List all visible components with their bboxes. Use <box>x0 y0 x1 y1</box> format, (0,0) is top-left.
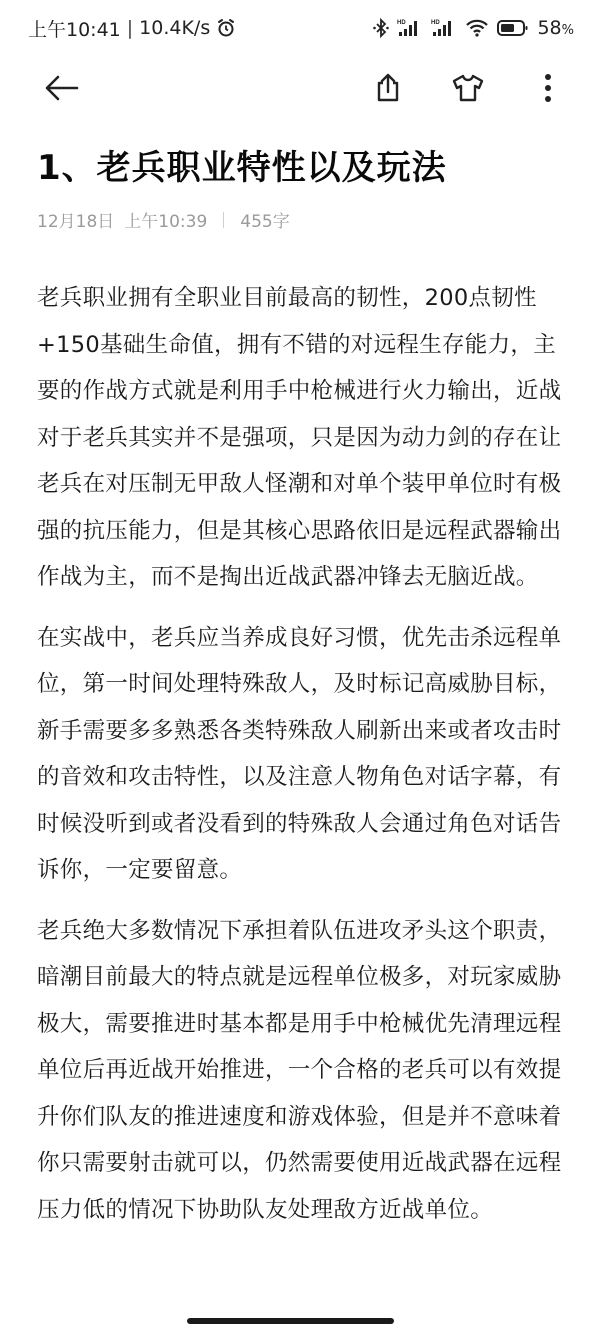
paragraph[interactable]: 老兵绝大多数情况下承担着队伍进攻矛头这个职责，暗潮目前最大的特点就是远程单位极多，对玩家威胁极大，需要推进时基本都是用手中枪械优先清理远程单位后再近战开始推进，一个合格的老兵可以有效提升你们队友的推进速度和游戏体验，但是并不意味着你只需要射击就可以，仍然需要使用近战武器在远程压力低的情况下协助队友处理敌方近战单位。 <box>37 917 562 1223</box>
note-date: 12月18日 <box>37 212 115 232</box>
signal-icon-2 <box>431 18 457 38</box>
share-icon <box>374 73 402 103</box>
status-bar <box>0 0 600 56</box>
battery-percent-value: 58 <box>537 17 562 39</box>
status-time: 上午10:41 <box>28 18 121 41</box>
status-left <box>28 15 236 42</box>
tshirt-icon <box>452 74 484 102</box>
svg-text:HD: HD <box>431 20 441 26</box>
home-indicator[interactable] <box>187 1318 394 1324</box>
note-time: 上午10:39 <box>124 212 208 232</box>
status-divider: | <box>126 17 134 39</box>
theme-button[interactable] <box>446 66 490 110</box>
word-count: 455字 <box>240 212 290 232</box>
share-button[interactable] <box>366 66 410 110</box>
battery-level <box>537 17 574 39</box>
status-right <box>373 17 574 39</box>
bluetooth-icon <box>373 18 389 38</box>
signal-icon-1 <box>397 18 423 38</box>
paragraph[interactable]: 老兵职业拥有全职业目前最高的韧性，200点韧性+150基础生命值，拥有不错的对远程生存能力，主要的作战方式就是利用手中枪械进行火力输出，近战对于老兵其实并不是强项，只是因为动力剑的存在让老兵在对压制无甲敌人怪潮和对单个装甲单位时有极强的抗压能力，但是其核心思路依旧是远程武器输出作战为主，而不是掏出近战武器冲锋去无脑近战。 <box>37 285 562 590</box>
back-button[interactable] <box>40 66 84 110</box>
battery-percent-unit: % <box>561 23 574 38</box>
network-speed: 10.4K/s <box>139 17 211 39</box>
note-title[interactable]: 1、老兵职业特性以及玩法 <box>37 148 447 188</box>
toolbar <box>0 58 600 118</box>
wifi-icon <box>465 18 489 38</box>
meta-divider <box>223 212 224 228</box>
more-vertical-icon <box>543 73 553 103</box>
note-meta <box>37 207 290 232</box>
alarm-icon <box>216 18 236 38</box>
arrow-left-icon <box>44 74 80 102</box>
note-body[interactable] <box>37 275 563 1247</box>
paragraph[interactable]: 在实战中，老兵应当养成良好习惯，优先击杀远程单位，第一时间处理特殊敌人，及时标记高威胁目标，新手需要多多熟悉各类特殊敌人刷新出来或者攻击时的音效和攻击特性，以及注意人物角色对话字幕，有时候没听到或者没看到的特殊敌人会通过角色对话告诉你，一定要留意。 <box>37 624 562 883</box>
battery-icon <box>497 19 529 37</box>
more-button[interactable] <box>526 66 570 110</box>
svg-text:HD: HD <box>397 20 407 26</box>
